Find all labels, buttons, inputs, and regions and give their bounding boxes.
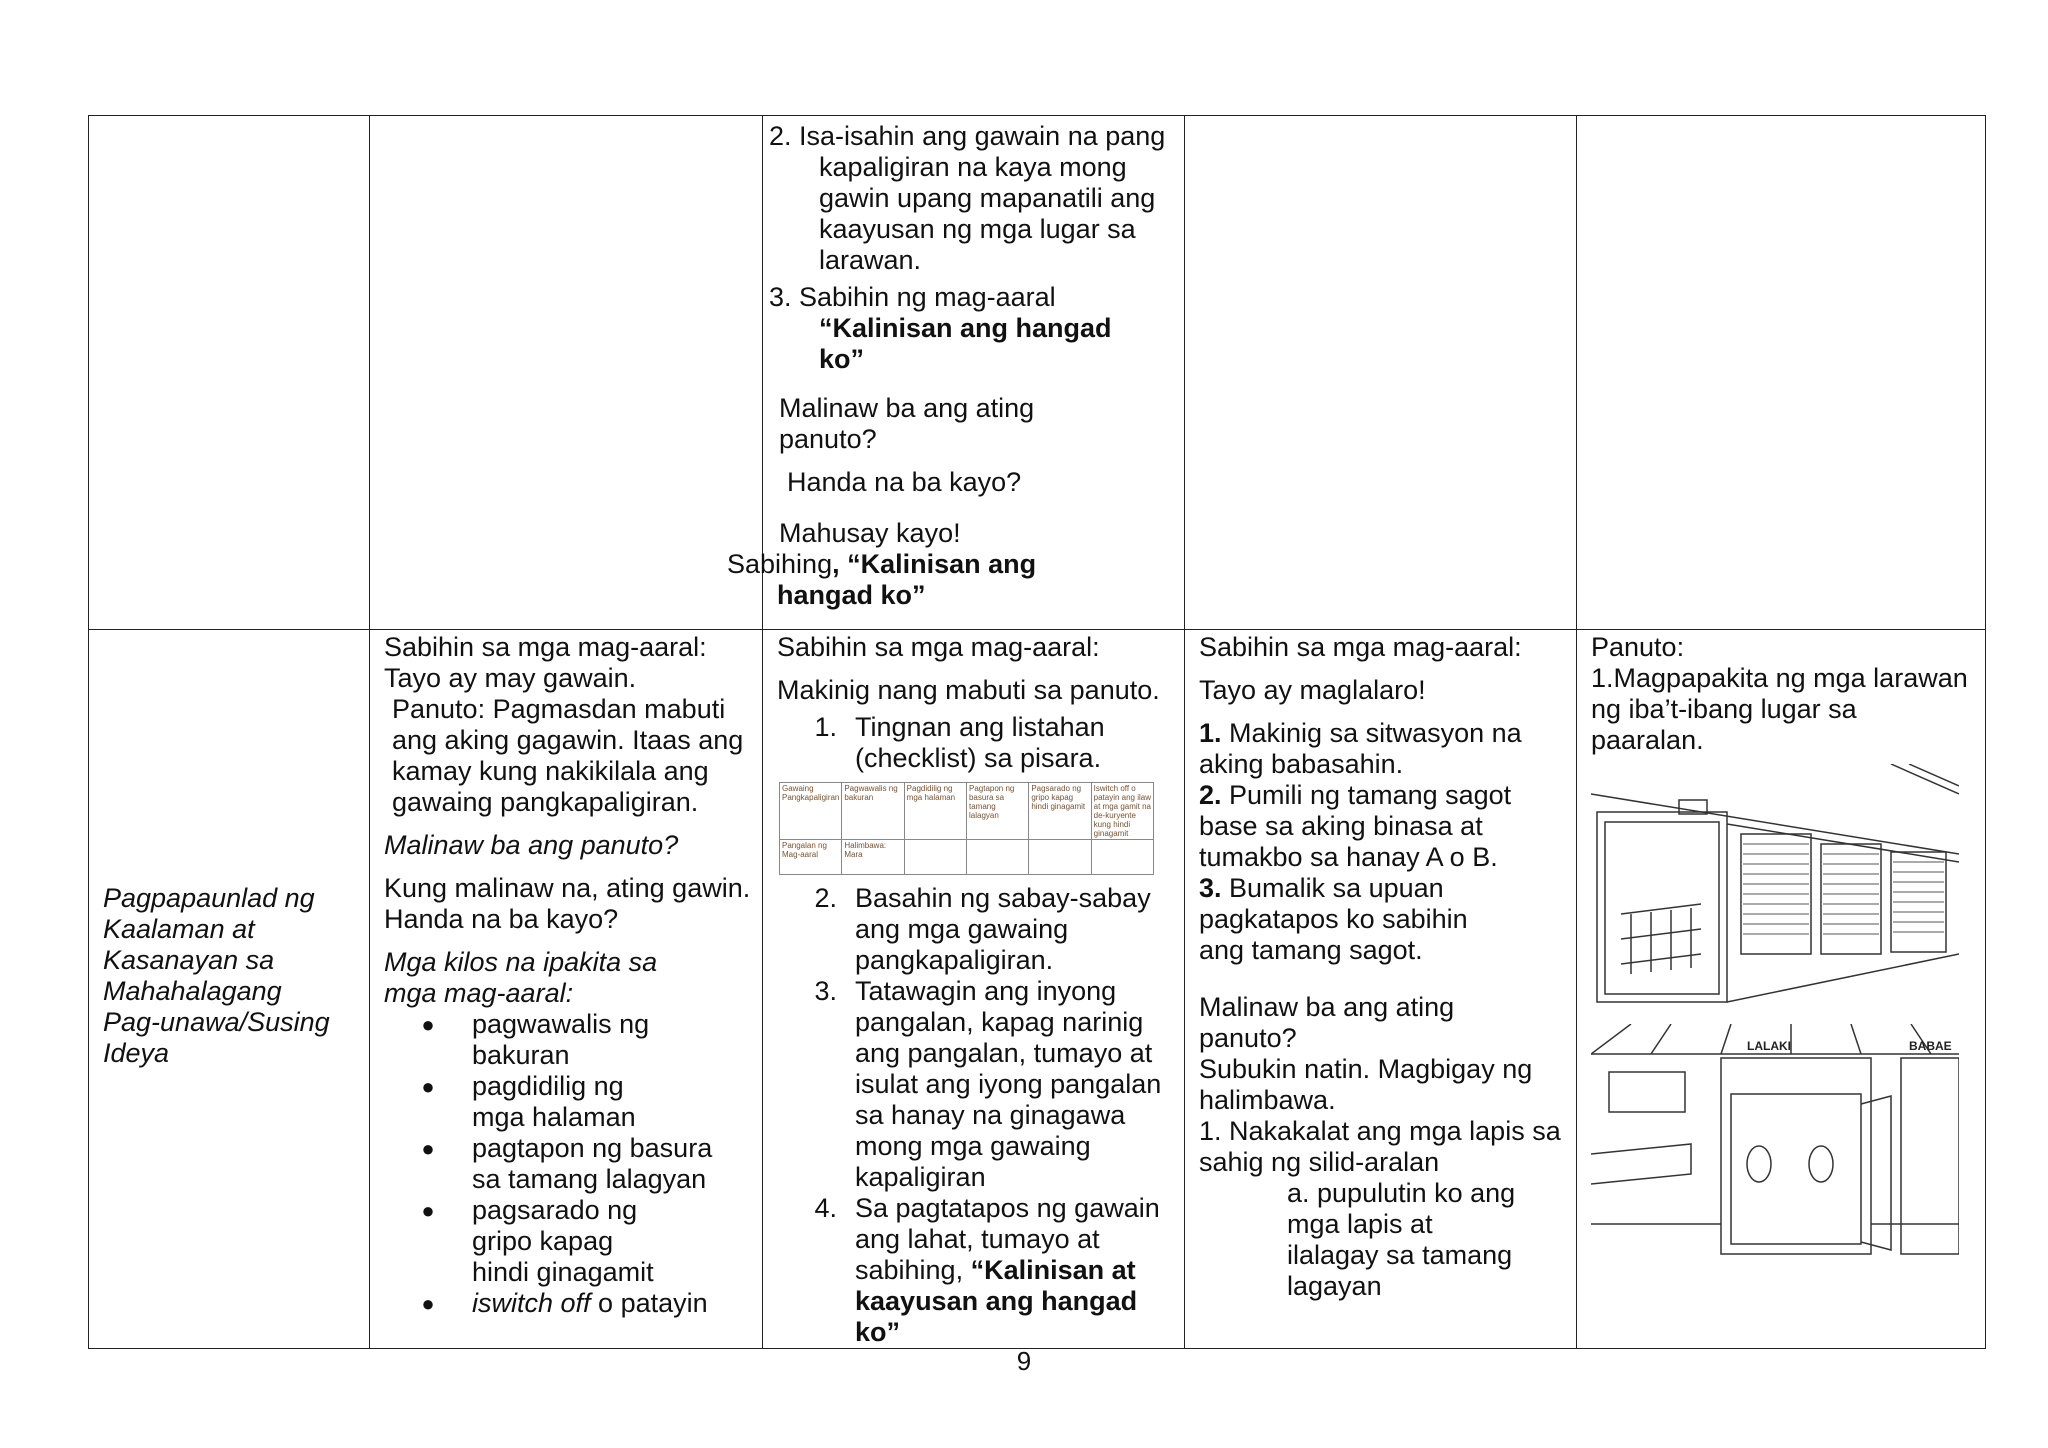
gawain-text: Tayo ay may gawain. <box>384 663 637 693</box>
quote-kalinisan: “Kalinisan ang hangad ko” <box>819 313 1112 374</box>
lesson-plan-table <box>88 115 1986 1349</box>
checklist-header: Pagtapon ng basura sa tamang lalagyan <box>966 783 1028 840</box>
subukin-text: Subukin natin. Magbigay ng halimbawa. <box>1199 1054 1533 1115</box>
choice-a: a. pupulutin ko ang mga lapis at ilalagay sa tamang lagayan <box>1287 1178 1516 1301</box>
bullet-icon: ● <box>421 1012 435 1037</box>
checklist-cell <box>966 840 1028 875</box>
sign-lalaki: LALAKI <box>1747 1039 1791 1053</box>
tayo-text: Tayo ay maglalaro! <box>1199 675 1426 705</box>
list-item: ● pagtapon ng basura sa tamang lalagyan <box>384 1133 752 1195</box>
malinaw-question: Malinaw ba ang panuto? <box>384 830 679 860</box>
checklist-cell <box>1091 840 1153 875</box>
checklist-header: Pagdidilig ng mga halaman <box>904 783 966 840</box>
list-item: 2. Pumili ng tamang sagot base sa aking binasa at tumakbo sa hanay A o B. <box>1199 780 1512 872</box>
panuto-item-1: 1.Magpapakita ng mga larawan ng iba’t-ibang lugar sa paaralan. <box>1591 663 1968 755</box>
malinaw-question: Malinaw ba ang ating panuto? <box>1199 992 1455 1053</box>
row2-col3 <box>763 630 1185 1349</box>
panuto-label: Panuto: <box>1591 632 1685 662</box>
intro-text: Sabihin sa mga mag-aaral: <box>384 632 707 662</box>
instruction-item-3: 3. Sabihin ng mag-aaral <box>769 282 1056 312</box>
restroom-illustration <box>1591 1024 1959 1256</box>
row1-col4 <box>1185 116 1577 630</box>
page-number: 9 <box>1016 1346 1032 1376</box>
kung-malinaw-text: Kung malinaw na, ating gawin. Handa na ba kayo? <box>384 873 751 934</box>
intro-text: Sabihin sa mga mag-aaral: <box>777 632 1100 662</box>
praise-mahusay: Mahusay kayo! <box>779 518 961 548</box>
checklist-table <box>779 782 1154 875</box>
list-item: 1. Tingnan ang listahan (checklist) sa pisara. <box>814 712 1105 773</box>
checklist-header: Pagsarado ng gripo kapag hindi ginagamit <box>1029 783 1091 840</box>
table-row <box>89 630 1986 1349</box>
makinig-text: Makinig nang mabuti sa panuto. <box>777 675 1160 705</box>
checklist-cell: Pangalan ng Mag-aaral <box>780 840 842 875</box>
question-malinaw: Malinaw ba ang ating panuto? <box>779 393 1035 454</box>
row1-col1 <box>89 116 370 630</box>
example-text: 1. Nakakalat ang mga lapis sa sahig ng silid-aralan <box>1199 1116 1561 1177</box>
checklist-header: Iswitch off o patayin ang ilaw at mga gamit na de-kuryente kung hindi ginagamit <box>1091 783 1153 840</box>
list-item: ● iswitch off o patayin <box>384 1288 752 1319</box>
row2-col5 <box>1577 630 1986 1349</box>
checklist-cell: Halimbawa: Mara <box>842 840 904 875</box>
panuto-text: Panuto: Pagmasdan mabuti ang aking gagawin. Itaas ang kamay kung nakikilala ang gawaing pangkapaligiran. <box>392 694 744 817</box>
bullet-icon: ● <box>421 1291 435 1316</box>
section-label: Pagpapaunlad ng Kaalaman at Kasanayan sa Mahahalagang Pag-unawa/Susing Ideya <box>103 883 330 1068</box>
list-item: ● pagwawalis ng bakuran <box>384 1009 752 1071</box>
checklist-header: Pagwawalis ng bakuran <box>842 783 904 840</box>
sabihing-quote: Sabihing, “Kalinisan ang hangad ko” <box>727 549 1037 610</box>
table-row <box>89 116 1986 630</box>
row2-col2 <box>370 630 763 1349</box>
row1-col5 <box>1577 116 1986 630</box>
sign-babae: BABAE <box>1909 1039 1952 1053</box>
mga-kilos-heading: Mga kilos na ipakita sa mga mag-aaral: <box>384 947 658 1008</box>
checklist-cell <box>904 840 966 875</box>
bullet-icon: ● <box>421 1074 435 1099</box>
intro-text: Sabihin sa mga mag-aaral: <box>1199 632 1522 662</box>
checklist-cell <box>1029 840 1091 875</box>
checklist-header: Gawaing Pangkapaligiran <box>780 783 842 840</box>
list-item: ● pagsarado ng gripo kapag hindi ginagamit <box>384 1195 752 1288</box>
list-item: 3. Tatawagin ang inyong pangalan, kapag narinig ang pangalan, tumayo at isulat ang iyong pangalan sa hanay na ginagawa mong mga gawaing kapaligiran <box>814 976 1162 1192</box>
row2-col1 <box>89 630 370 1349</box>
list-item: 2. Basahin ng sabay-sabay ang mga gawaing pangkapaligiran. <box>814 883 1151 975</box>
question-handa: Handa na ba kayo? <box>787 467 1022 497</box>
bullet-icon: ● <box>421 1198 435 1223</box>
classroom-illustration <box>1591 764 1959 1008</box>
row1-col2 <box>370 116 763 630</box>
row1-col3 <box>727 116 1185 630</box>
list-item: 4. Sa pagtatapos ng gawain ang lahat, tumayo at sabihing, “Kalinisan at kaayusan ang hangad ko” <box>814 1193 1160 1347</box>
list-item: 1. Makinig sa sitwasyon na aking babasahin. <box>1199 718 1522 779</box>
list-item: ● pagdidilig ng mga halaman <box>384 1071 752 1133</box>
row2-col4 <box>1185 630 1577 1349</box>
list-item: 3. Bumalik sa upuan pagkatapos ko sabihin ang tamang sagot. <box>1199 873 1468 965</box>
bullet-icon: ● <box>421 1136 435 1161</box>
instruction-item-2: 2. Isa-isahin ang gawain na pang kapaligiran na kaya mong gawin upang mapanatili ang kaayusan ng mga lugar sa larawan. <box>769 121 1166 275</box>
